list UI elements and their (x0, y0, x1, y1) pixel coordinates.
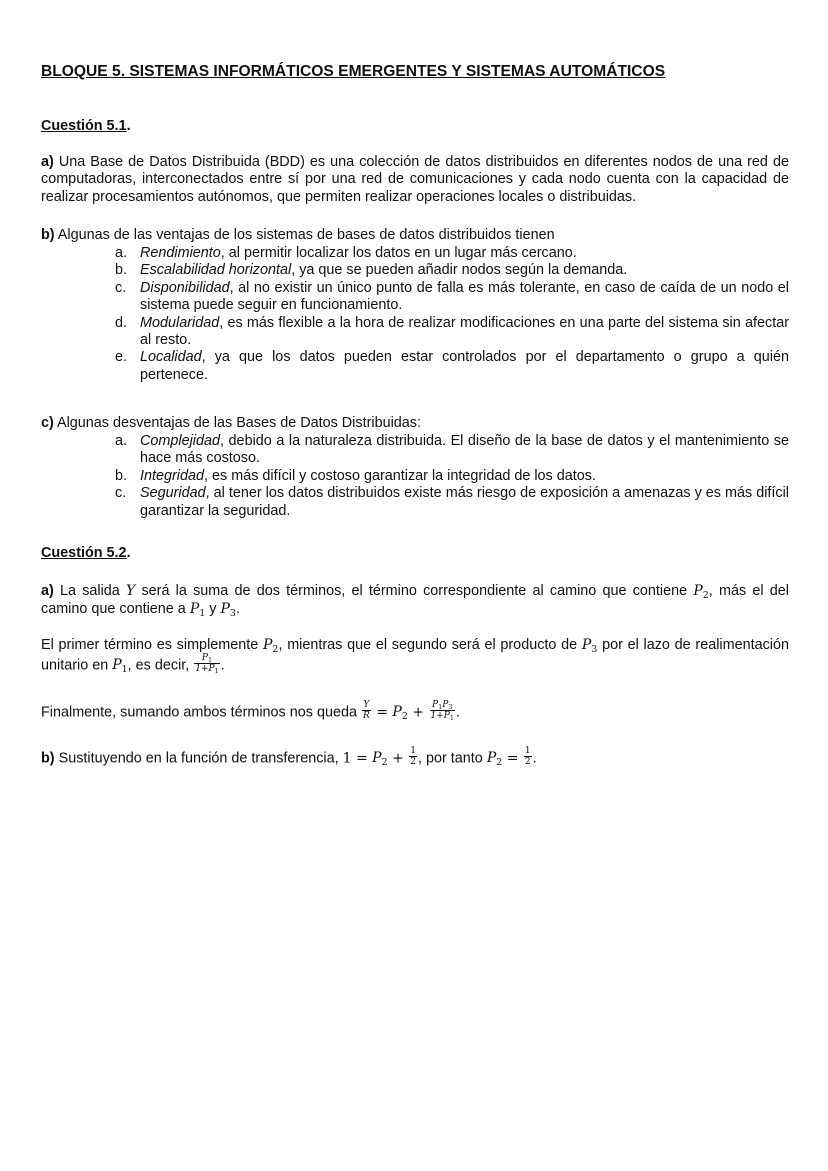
list-marker: d. (115, 314, 128, 331)
list-text: , ya que los datos pueden estar controlados por el departamento o grupo a quién pertenece. (140, 349, 789, 383)
math-operator: = (502, 750, 523, 767)
fraction: $\frac{Y}{R}$ (362, 700, 370, 721)
heading-dot: . (126, 118, 131, 134)
heading-text: Cuestión 5.1 (41, 118, 127, 134)
text-run: será la suma de dos términos, el término correspondiente al camino que contiene (135, 583, 694, 599)
list-item (115, 279, 789, 315)
text-run: , por tanto (418, 750, 487, 767)
list-marker: c. (115, 279, 127, 296)
math-operator: = (351, 750, 373, 767)
text-run: y (205, 601, 221, 617)
list-marker: e. (115, 349, 128, 366)
math-var: $P_2$ (372, 750, 388, 769)
item-label: c) (41, 415, 54, 431)
math-var: $P_3$ (581, 637, 598, 655)
list-marker: a. (115, 245, 128, 261)
paragraph-5-1-b (41, 227, 789, 244)
fraction: $\frac{P_1P_3}{1+P_1}$ (430, 700, 454, 722)
list-item (115, 262, 789, 279)
item-label: b) (41, 227, 55, 243)
paragraph-5-2-a2 (41, 635, 789, 676)
text-run: . (235, 601, 240, 617)
list-text: , al tener los datos distribuidos existe más riesgo de exposición a amenazas y es más difícil garantizar la seguridad. (140, 485, 789, 519)
list-item (115, 349, 789, 384)
text-run: . (220, 657, 225, 674)
paragraph-5-2-a3 (41, 702, 789, 723)
paragraph-5-1-c (41, 415, 789, 432)
list-text: , debido a la naturaleza distribuida. El diseño de la base de datos y el mantenimiento se hace más costoso. (140, 433, 789, 467)
math-var: $P_2$ (392, 704, 408, 723)
list-term: Modularidad (140, 314, 220, 331)
math-var: $P_3$ (220, 601, 236, 619)
paragraph-5-1-a (41, 154, 789, 206)
list-item (115, 314, 789, 350)
paragraph-text: Una Base de Datos Distribuida (BDD) es una colección de datos distribuidos en diferentes nodos de una red de computadoras, interconectados entre sí por una red de comunicaciones y cada nodo cuenta con la capacidad de realizar procesamientos autónomos, que permiten realizar operaciones locales o distribuidas. (41, 154, 789, 205)
fraction: $\frac{P_1}{1+P_1}$ (195, 653, 219, 675)
paragraph-5-2-b (41, 748, 789, 769)
fraction: $\frac{1}{2}$ (410, 746, 416, 767)
list-term: Integridad (140, 467, 205, 484)
list-text: , es más flexible a la hora de realizar modificaciones en una parte del sistema sin afectar al resto. (140, 314, 789, 349)
page-title: BLOQUE 5. SISTEMAS INFORMÁTICOS EMERGENTES Y SISTEMAS AUTOMÁTICOS (41, 63, 666, 80)
list-term: Localidad (140, 349, 202, 366)
text-run: , más el del camino que contiene a (41, 583, 789, 617)
heading-text: Cuestión 5.2 (41, 545, 127, 561)
list-term: Complejidad (140, 433, 220, 449)
text-run: Sustituyendo en la función de transferencia, (54, 750, 343, 767)
list-marker: b. (115, 467, 128, 484)
math-var: $P_1$ (189, 601, 206, 619)
list-item (115, 485, 789, 520)
math-number: 1 (342, 750, 352, 767)
paragraph-text: Algunas desventajas de las Bases de Datos Distribuidas: (53, 415, 421, 431)
list-text: , ya que se pueden añadir nodos según la demanda. (291, 262, 628, 279)
list-text: , al no existir un único punto de falla es más tolerante, en caso de caída de un nodo el sistema puede seguir en funcionamiento. (140, 279, 789, 314)
text-run: . (532, 750, 537, 767)
list-item (115, 245, 789, 262)
list-term: Disponibilidad (140, 279, 230, 296)
list-term: Escalabilidad horizontal (140, 262, 292, 279)
advantages-list (115, 245, 789, 384)
text-run: La salida (53, 583, 127, 599)
math-operator: = (371, 704, 393, 721)
list-term: Seguridad (140, 485, 206, 502)
math-var: $P_2$ (486, 750, 503, 769)
paragraph-5-2-a (41, 582, 789, 618)
math-operator: + (407, 704, 429, 721)
paragraph-text: Algunas de las ventajas de los sistemas de bases de datos distribuidos tienen (54, 227, 555, 243)
list-marker: c. (115, 485, 127, 502)
section-heading-5-1 (41, 118, 131, 135)
list-marker: a. (115, 433, 128, 449)
text-run: por el lazo de realimentación unitario en (41, 637, 789, 674)
item-label: a) (41, 154, 54, 170)
text-run: , es decir, (127, 657, 194, 674)
list-item (115, 467, 789, 485)
section-heading-5-2 (41, 545, 131, 562)
text-run: . (455, 704, 460, 721)
list-item (115, 433, 789, 468)
list-text: , es más difícil y costoso garantizar la integridad de los datos. (204, 467, 596, 484)
item-label: a) (41, 583, 54, 599)
item-label: b) (41, 750, 55, 767)
fraction: $\frac{1}{2}$ (524, 746, 531, 767)
list-marker: b. (115, 262, 128, 279)
math-var: Y (126, 583, 136, 599)
math-var: $P_2$ (263, 637, 279, 655)
list-text: , al permitir localizar los datos en un lugar más cercano. (220, 245, 577, 261)
text-run: El primer término es simplemente (41, 637, 263, 653)
text-run: , mientras que el segundo será el producto de (278, 637, 582, 653)
math-var: $P_1$ (112, 657, 128, 676)
text-run: Finalmente, sumando ambos términos nos queda (41, 704, 361, 721)
list-term: Rendimiento (140, 245, 221, 261)
math-operator: + (387, 750, 409, 767)
disadvantages-list (115, 433, 789, 520)
math-var: $P_2$ (693, 583, 709, 601)
heading-dot: . (126, 545, 131, 561)
